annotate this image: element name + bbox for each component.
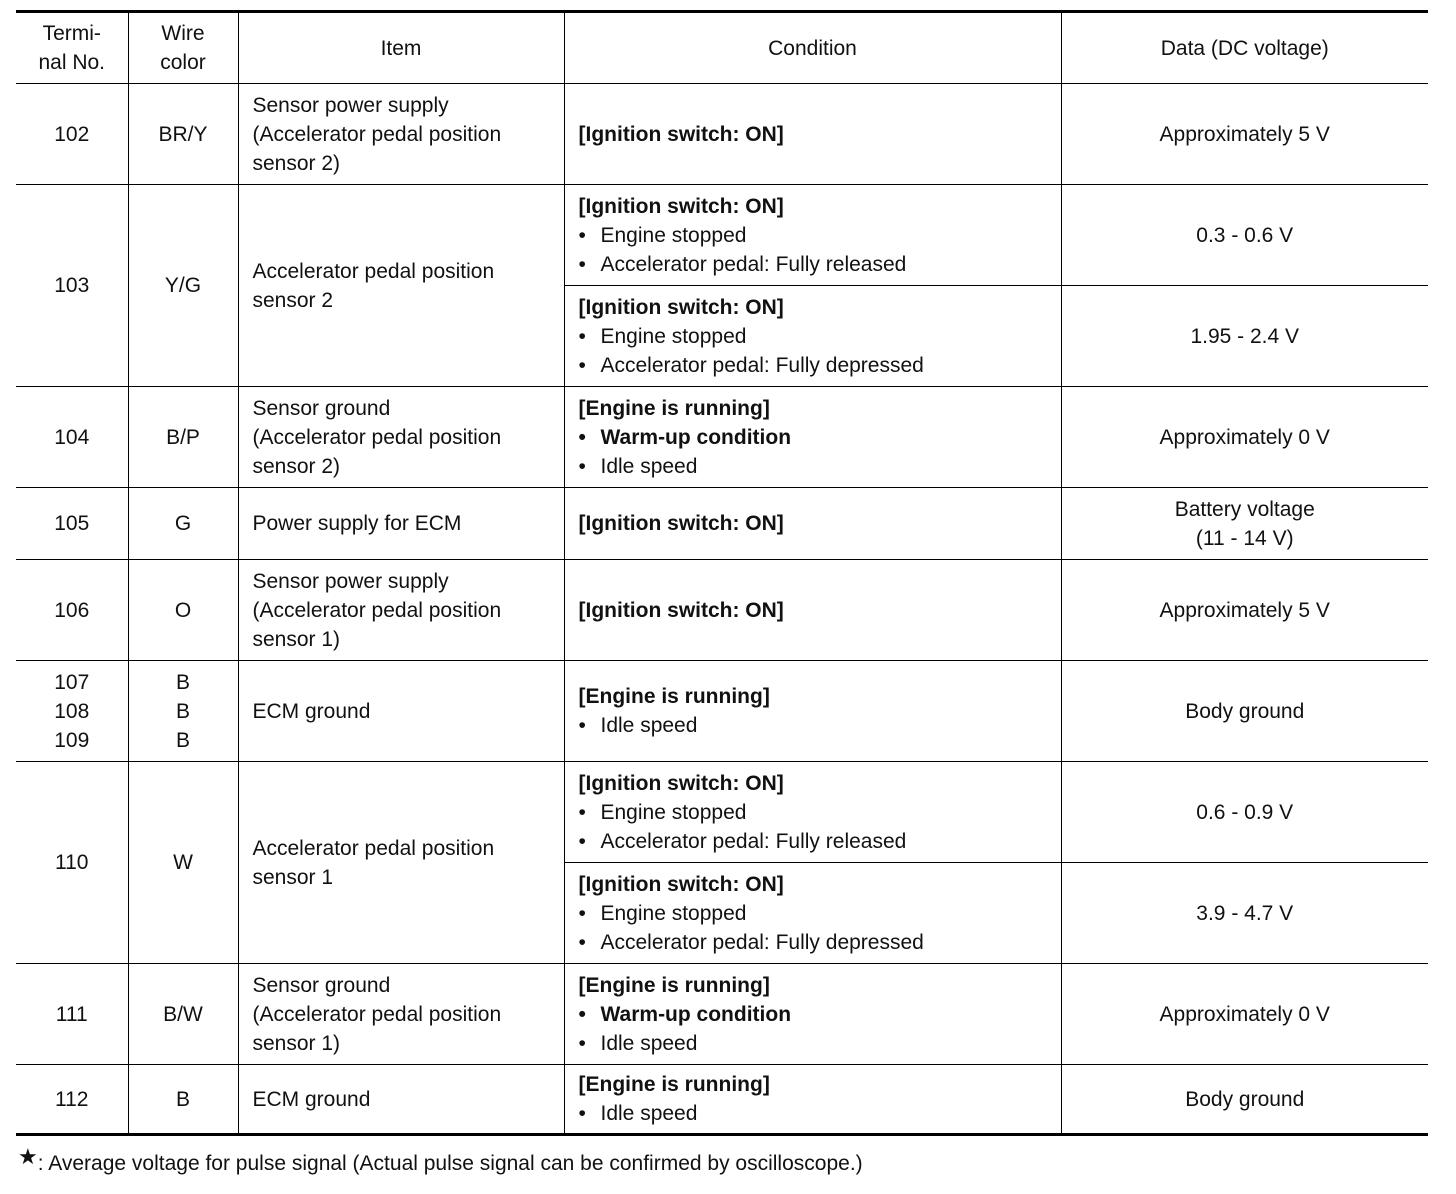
wire-color: B B B [128,661,238,762]
item-cell: Sensor power supply (Accelerator pedal position sensor 2) [238,84,564,185]
terminal-number: 107 108 109 [16,661,128,762]
item-cell: Power supply for ECM [238,488,564,560]
footnote [18,1144,863,1176]
table-row [16,661,1428,762]
table-row [16,964,1428,1065]
table-row [16,560,1428,661]
data-cell: Approximately 5 V [1061,84,1428,185]
header-item: Item [238,12,564,84]
terminal-number: 104 [16,387,128,488]
item-cell: Sensor ground (Accelerator pedal position sensor 2) [238,387,564,488]
terminal-number: 102 [16,84,128,185]
data-cell: 0.6 - 0.9 V [1061,762,1428,863]
data-cell: 1.95 - 2.4 V [1061,286,1428,387]
star-icon: ★ [18,1144,38,1169]
header-wire-color: Wire color [128,12,238,84]
data-cell: 3.9 - 4.7 V [1061,863,1428,964]
condition-cell: [Ignition switch: ON] [564,560,1061,661]
condition-cell: [Ignition switch: ON] • Engine stopped • Accelerator pedal: Fully released [564,762,1061,863]
data-cell: Body ground [1061,661,1428,762]
header-terminal: Termi- nal No. [16,12,128,84]
condition-cell: [Ignition switch: ON] [564,488,1061,560]
wire-color: Y/G [128,185,238,387]
table-header-row [16,12,1428,84]
data-cell: Battery voltage (11 - 14 V) [1061,488,1428,560]
terminal-number: 106 [16,560,128,661]
item-cell: Accelerator pedal position sensor 1 [238,762,564,964]
data-cell: 0.3 - 0.6 V [1061,185,1428,286]
terminal-number: 105 [16,488,128,560]
condition-cell: [Engine is running] • Warm-up condition • Idle speed [564,387,1061,488]
data-cell: Approximately 5 V [1061,560,1428,661]
table-row [16,387,1428,488]
condition-cell: [Engine is running] • Idle speed [564,661,1061,762]
condition-cell: [Engine is running] • Warm-up condition • Idle speed [564,964,1061,1065]
item-cell: ECM ground [238,661,564,762]
terminal-number: 110 [16,762,128,964]
header-data: Data (DC voltage) [1061,12,1428,84]
table-row [16,488,1428,560]
item-cell: Sensor ground (Accelerator pedal position sensor 1) [238,964,564,1065]
header-condition: Condition [564,12,1061,84]
terminal-number: 103 [16,185,128,387]
table-row [16,762,1428,863]
table-row [16,84,1428,185]
data-cell: Body ground [1061,1065,1428,1135]
terminal-data-table [16,10,1428,1136]
wire-color: O [128,560,238,661]
condition-cell: [Ignition switch: ON] • Engine stopped • Accelerator pedal: Fully released [564,185,1061,286]
wire-color: W [128,762,238,964]
table-row [16,1065,1428,1135]
wire-color: B [128,1065,238,1135]
item-cell: ECM ground [238,1065,564,1135]
item-cell: Accelerator pedal position sensor 2 [238,185,564,387]
terminal-number: 111 [16,964,128,1065]
condition-cell: [Ignition switch: ON] • Engine stopped • Accelerator pedal: Fully depressed [564,286,1061,387]
item-cell: Sensor power supply (Accelerator pedal position sensor 1) [238,560,564,661]
data-cell: Approximately 0 V [1061,964,1428,1065]
condition-cell: [Ignition switch: ON] • Engine stopped • Accelerator pedal: Fully depressed [564,863,1061,964]
table-row [16,185,1428,286]
wire-color: B/P [128,387,238,488]
wire-color: B/W [128,964,238,1065]
condition-cell: [Engine is running] • Idle speed [564,1065,1061,1135]
footnote-text: : Average voltage for pulse signal (Actual pulse signal can be confirmed by oscilloscope.) [37,1152,863,1175]
wire-color: BR/Y [128,84,238,185]
data-cell: Approximately 0 V [1061,387,1428,488]
condition-cell: [Ignition switch: ON] [564,84,1061,185]
terminal-number: 112 [16,1065,128,1135]
wire-color: G [128,488,238,560]
